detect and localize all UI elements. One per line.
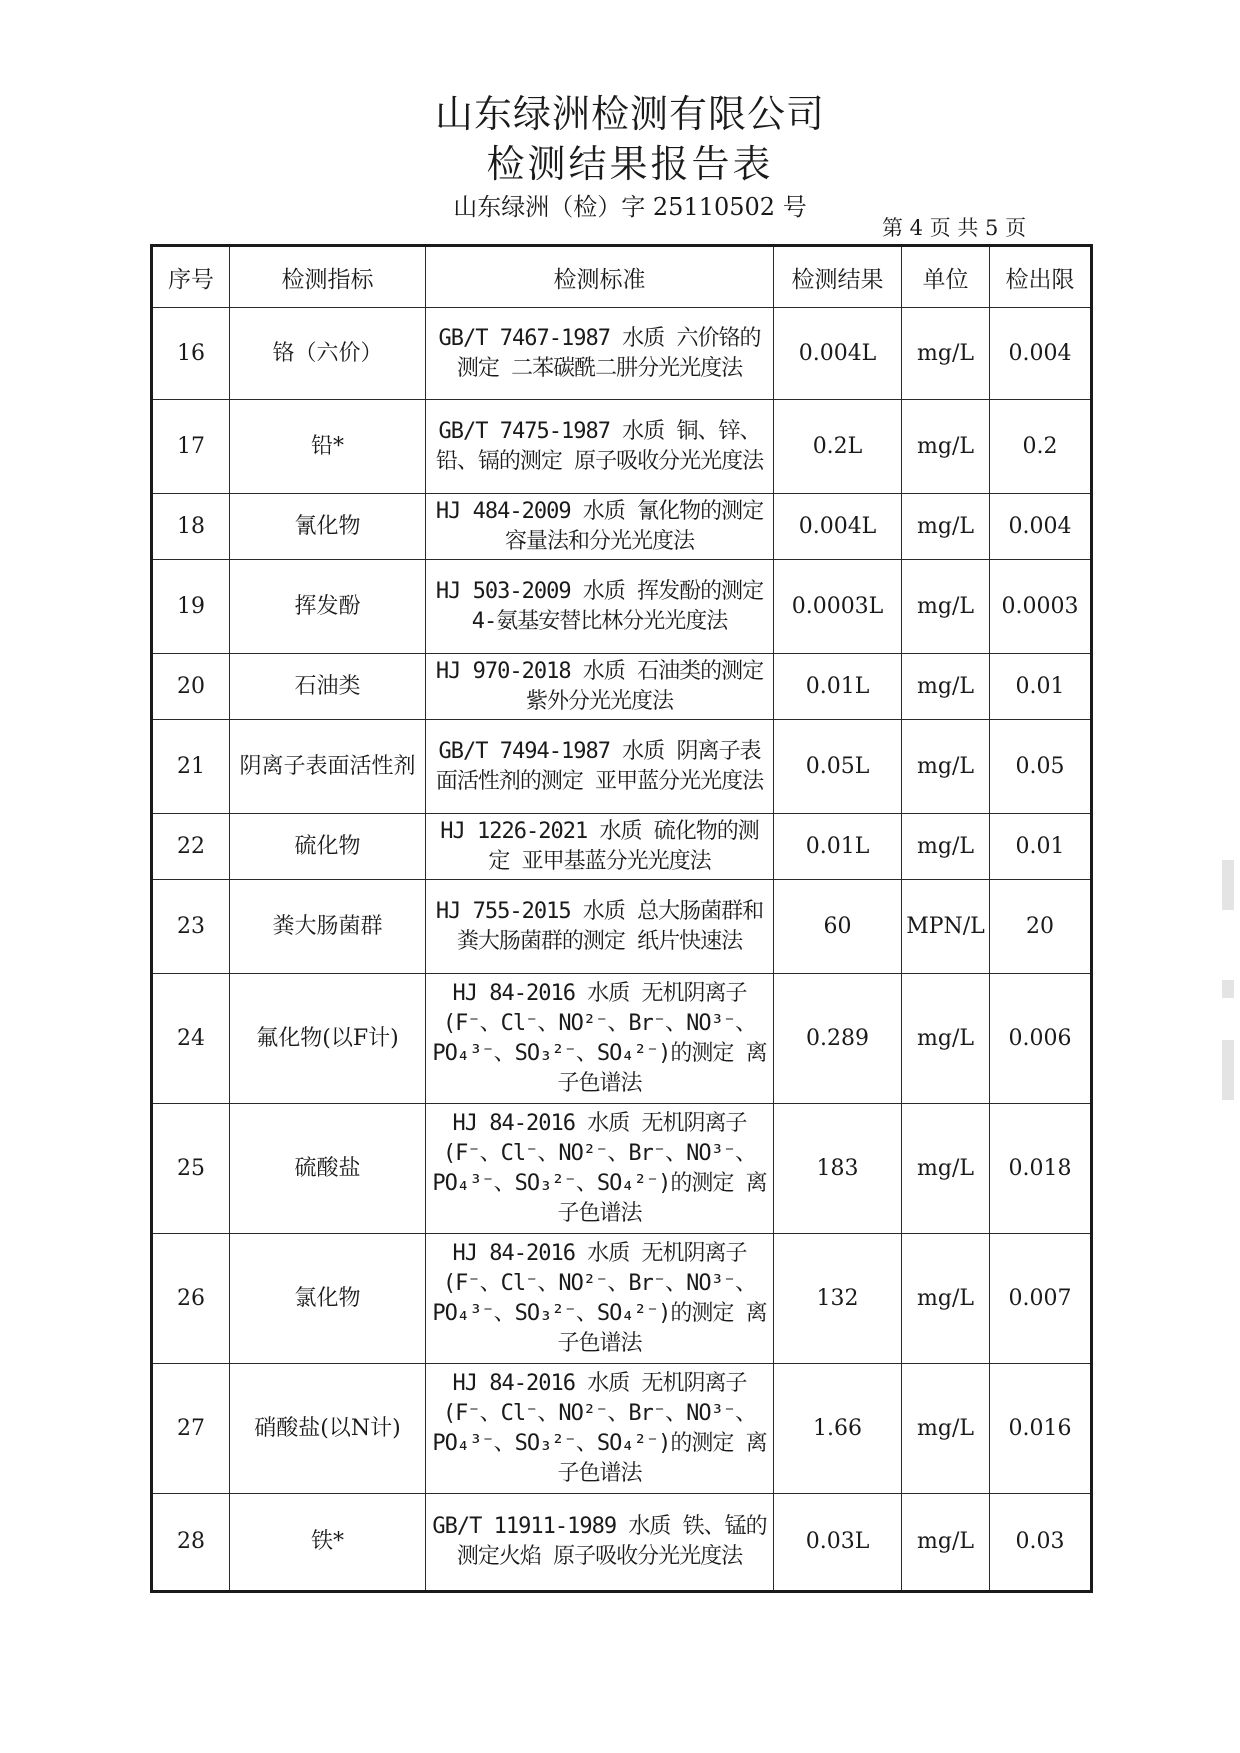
results-table [150, 244, 1093, 1593]
row-number: 26 [152, 1234, 230, 1364]
test-result: 60 [774, 880, 902, 974]
row-number: 18 [152, 494, 230, 560]
row-number: 21 [152, 720, 230, 814]
test-standard: HJ 84-2016 水质 无机阴离子(F⁻、Cl⁻、NO²⁻、Br⁻、NO³⁻、PO₄³⁻、SO₃²⁻、SO₄²⁻)的测定 离子色谱法 [426, 1364, 774, 1494]
table-row [152, 1104, 1092, 1234]
detection-limit: 0.004 [990, 494, 1092, 560]
test-item: 粪大肠菌群 [230, 880, 426, 974]
test-result: 0.004L [774, 308, 902, 400]
test-result: 1.66 [774, 1364, 902, 1494]
detection-limit: 0.01 [990, 654, 1092, 720]
test-standard: HJ 484-2009 水质 氰化物的测定 容量法和分光光度法 [426, 494, 774, 560]
row-number: 28 [152, 1494, 230, 1592]
seam-stamp-mark [1222, 1040, 1234, 1100]
table-row [152, 1494, 1092, 1592]
row-number: 17 [152, 400, 230, 494]
test-result: 132 [774, 1234, 902, 1364]
table-header-row [152, 246, 1092, 308]
row-number: 20 [152, 654, 230, 720]
test-result: 0.03L [774, 1494, 902, 1592]
detection-limit: 20 [990, 880, 1092, 974]
company-name: 山东绿洲检测有限公司 [434, 92, 825, 136]
table-row [152, 1364, 1092, 1494]
report-number: 山东绿洲（检）字 25110502 号 [453, 193, 807, 221]
col-header-no: 序号 [152, 246, 230, 308]
unit: mg/L [902, 1104, 990, 1234]
unit: mg/L [902, 654, 990, 720]
detection-limit: 0.018 [990, 1104, 1092, 1234]
test-standard: HJ 84-2016 水质 无机阴离子(F⁻、Cl⁻、NO²⁻、Br⁻、NO³⁻、PO₄³⁻、SO₃²⁻、SO₄²⁻)的测定 离子色谱法 [426, 1104, 774, 1234]
row-number: 23 [152, 880, 230, 974]
test-result: 183 [774, 1104, 902, 1234]
page-indicator: 第 4 页 共 5 页 [882, 216, 1027, 240]
unit: mg/L [902, 560, 990, 654]
test-item: 阴离子表面活性剂 [230, 720, 426, 814]
test-result: 0.0003L [774, 560, 902, 654]
detection-limit: 0.01 [990, 814, 1092, 880]
test-item: 硫化物 [230, 814, 426, 880]
row-number: 22 [152, 814, 230, 880]
unit: mg/L [902, 1234, 990, 1364]
col-header-item: 检测指标 [230, 246, 426, 308]
test-item: 硝酸盐(以N计) [230, 1364, 426, 1494]
test-standard: HJ 1226-2021 水质 硫化物的测定 亚甲基蓝分光光度法 [426, 814, 774, 880]
test-standard: HJ 84-2016 水质 无机阴离子(F⁻、Cl⁻、NO²⁻、Br⁻、NO³⁻、PO₄³⁻、SO₃²⁻、SO₄²⁻)的测定 离子色谱法 [426, 974, 774, 1104]
detection-limit: 0.03 [990, 1494, 1092, 1592]
table-row [152, 494, 1092, 560]
table-row [152, 308, 1092, 400]
unit: mg/L [902, 308, 990, 400]
test-standard: HJ 755-2015 水质 总大肠菌群和粪大肠菌群的测定 纸片快速法 [426, 880, 774, 974]
test-standard: HJ 84-2016 水质 无机阴离子(F⁻、Cl⁻、NO²⁻、Br⁻、NO³⁻、PO₄³⁻、SO₃²⁻、SO₄²⁻)的测定 离子色谱法 [426, 1234, 774, 1364]
detection-limit: 0.007 [990, 1234, 1092, 1364]
test-standard: GB/T 11911-1989 水质 铁、锰的测定火焰 原子吸收分光光度法 [426, 1494, 774, 1592]
unit: mg/L [902, 494, 990, 560]
test-item: 石油类 [230, 654, 426, 720]
detection-limit: 0.016 [990, 1364, 1092, 1494]
detection-limit: 0.05 [990, 720, 1092, 814]
detection-limit: 0.004 [990, 308, 1092, 400]
test-result: 0.01L [774, 654, 902, 720]
unit: mg/L [902, 1494, 990, 1592]
col-header-limit: 检出限 [990, 246, 1092, 308]
row-number: 16 [152, 308, 230, 400]
seam-stamp-mark [1222, 860, 1234, 910]
test-item: 铬（六价） [230, 308, 426, 400]
table-row [152, 814, 1092, 880]
test-standard: HJ 970-2018 水质 石油类的测定 紫外分光光度法 [426, 654, 774, 720]
col-header-unit: 单位 [902, 246, 990, 308]
test-standard: GB/T 7467-1987 水质 六价铬的测定 二苯碳酰二肼分光光度法 [426, 308, 774, 400]
unit: mg/L [902, 814, 990, 880]
test-standard: HJ 503-2009 水质 挥发酚的测定 4-氨基安替比林分光光度法 [426, 560, 774, 654]
unit: mg/L [902, 400, 990, 494]
detection-limit: 0.0003 [990, 560, 1092, 654]
test-result: 0.01L [774, 814, 902, 880]
col-header-standard: 检测标准 [426, 246, 774, 308]
test-result: 0.2L [774, 400, 902, 494]
table-row [152, 974, 1092, 1104]
test-result: 0.05L [774, 720, 902, 814]
table-row [152, 400, 1092, 494]
table-row [152, 1234, 1092, 1364]
test-result: 0.289 [774, 974, 902, 1104]
seam-stamp-mark [1222, 980, 1234, 998]
report-title: 检测结果报告表 [486, 142, 774, 186]
table-row [152, 720, 1092, 814]
test-item: 铅* [230, 400, 426, 494]
row-number: 27 [152, 1364, 230, 1494]
table-row [152, 880, 1092, 974]
test-standard: GB/T 7494-1987 水质 阴离子表面活性剂的测定 亚甲蓝分光光度法 [426, 720, 774, 814]
unit: mg/L [902, 974, 990, 1104]
test-item: 氟化物(以F计) [230, 974, 426, 1104]
detection-limit: 0.2 [990, 400, 1092, 494]
table-row [152, 560, 1092, 654]
test-item: 氯化物 [230, 1234, 426, 1364]
table-row [152, 654, 1092, 720]
test-result: 0.004L [774, 494, 902, 560]
unit: mg/L [902, 720, 990, 814]
test-item: 硫酸盐 [230, 1104, 426, 1234]
report-header [0, 90, 1240, 224]
row-number: 24 [152, 974, 230, 1104]
unit: MPN/L [902, 880, 990, 974]
detection-limit: 0.006 [990, 974, 1092, 1104]
col-header-result: 检测结果 [774, 246, 902, 308]
row-number: 19 [152, 560, 230, 654]
row-number: 25 [152, 1104, 230, 1234]
test-standard: GB/T 7475-1987 水质 铜、锌、铅、镉的测定 原子吸收分光光度法 [426, 400, 774, 494]
unit: mg/L [902, 1364, 990, 1494]
test-item: 铁* [230, 1494, 426, 1592]
test-item: 氰化物 [230, 494, 426, 560]
test-item: 挥发酚 [230, 560, 426, 654]
